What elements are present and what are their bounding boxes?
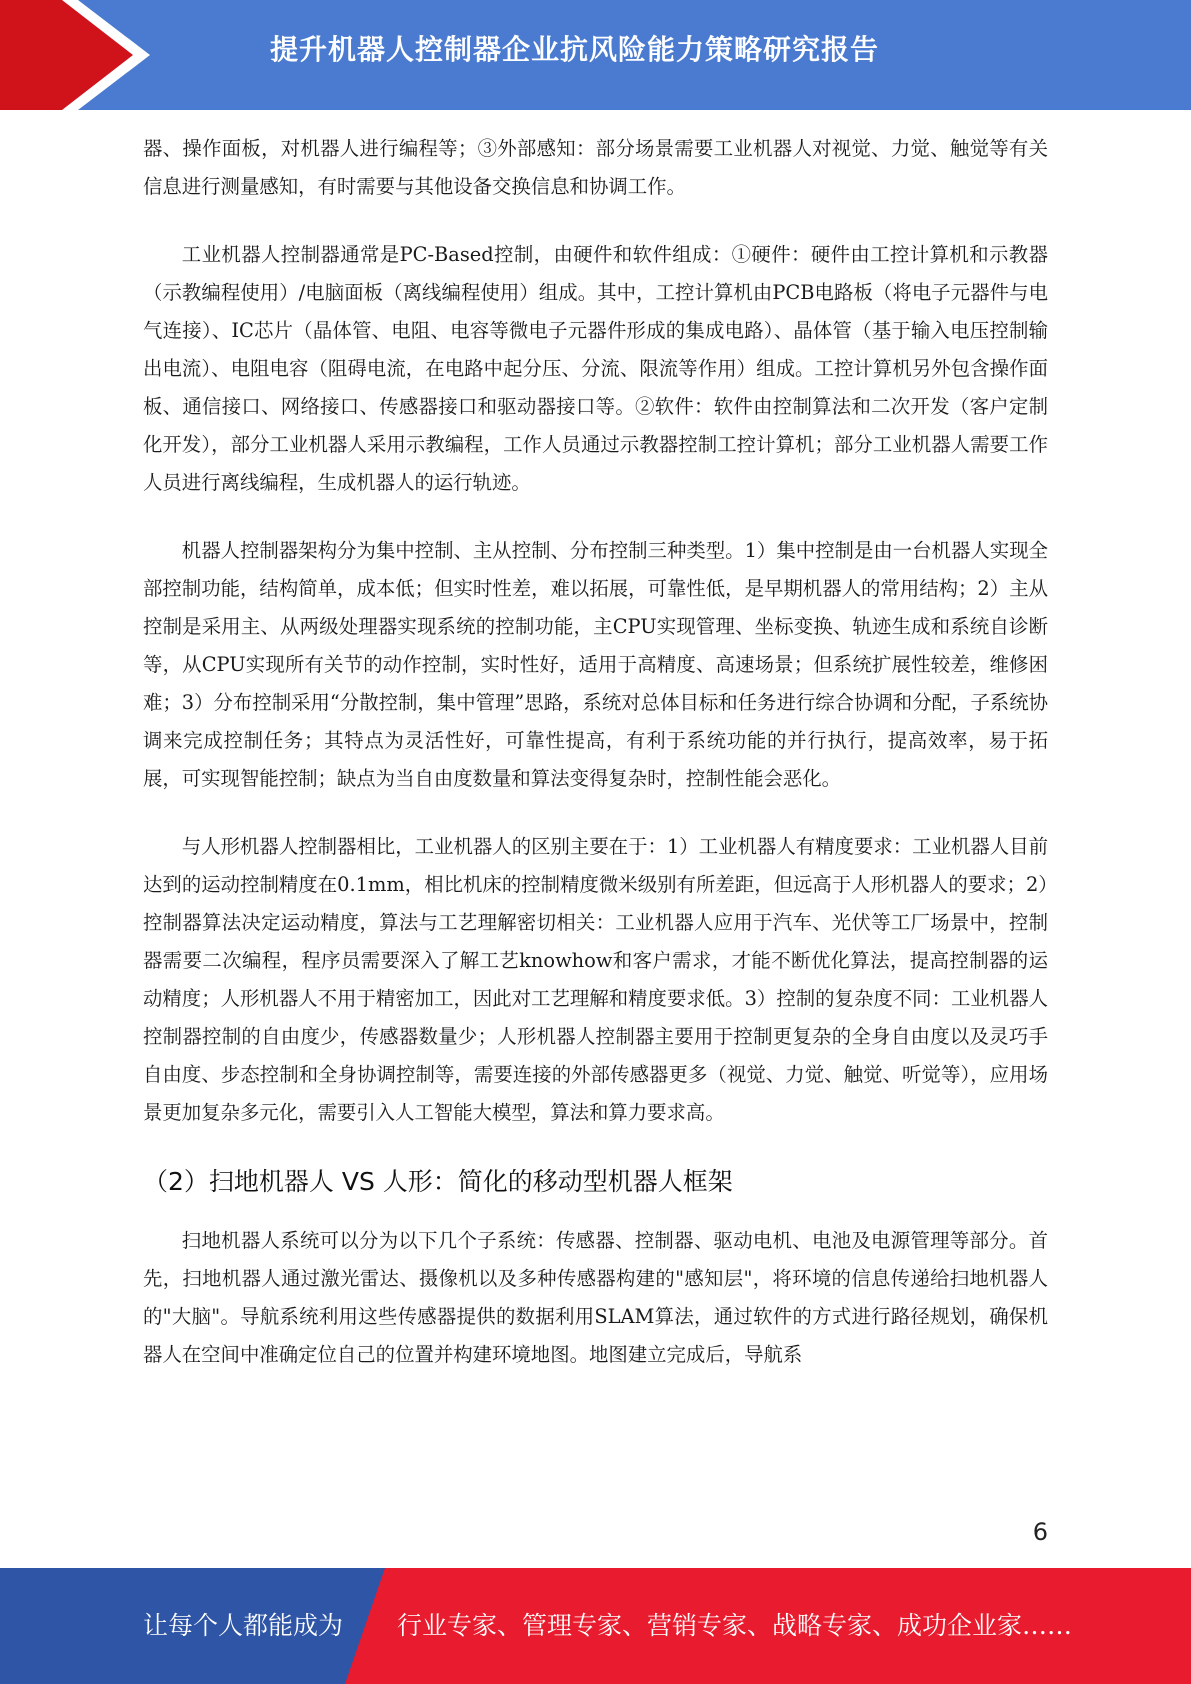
document-body xyxy=(143,130,1048,1404)
footer-slogan-left: 让每个人都能成为 xyxy=(143,1611,344,1640)
body-paragraph: 扫地机器人系统可以分为以下几个子系统：传感器、控制器、驱动电机、电池及电源管理等部分。首先，扫地机器人通过激光雷达、摄像机以及多种传感器构建的"感知层"，将环境的信息传递给扫地机器人的"大脑"。导航系统利用这些传感器提供的数据利用SLAM算法，通过软件的方式进行路径规划，确保机器人在空间中准确定位自己的位置并构建环境地图。地图建立完成后，导航系 xyxy=(143,1229,1048,1366)
body-paragraph: 与人形机器人控制器相比，工业机器人的区别主要在于：1）工业机器人有精度要求：工业机器人目前达到的运动控制精度在0.1mm，相比机床的控制精度微米级别有所差距，但远高于人形机器人的要求；2）控制器算法决定运动精度，算法与工艺理解密切相关：工业机器人应用于汽车、光伏等工厂场景中，控制器需要二次编程，程序员需要深入了解工艺knowhow和客户需求，才能不断优化算法，提高控制器的运动精度；人形机器人不用于精密加工，因此对工艺理解和精度要求低。3）控制的复杂度不同：工业机器人控制器控制的自由度少，传感器数量少；人形机器人控制器主要用于控制更复杂的全身自由度以及灵巧手自由度、步态控制和全身协调控制等，需要连接的外部传感器更多（视觉、力觉、触觉、听觉等），应用场景更加复杂多元化，需要引入人工智能大模型，算法和算力要求高。 xyxy=(143,835,1048,1124)
page-header xyxy=(0,0,1191,110)
body-paragraph: 器、操作面板，对机器人进行编程等；③外部感知：部分场景需要工业机器人对视觉、力觉、触觉等有关信息进行测量感知，有时需要与其他设备交换信息和协调工作。 xyxy=(143,137,1048,198)
section-heading: （2）扫地机器人 VS 人形：简化的移动型机器人框架 xyxy=(143,1167,733,1196)
page-number: 6 xyxy=(1032,1518,1048,1546)
body-paragraph: 工业机器人控制器通常是PC-Based控制，由硬件和软件组成：①硬件：硬件由工控计算机和示教器（示教编程使用）/电脑面板（离线编程使用）组成。其中，工控计算机由PCB电路板（将电子元器件与电气连接）、IC芯片（晶体管、电阻、电容等微电子元器件形成的集成电路）、晶体管（基于输入电压控制输出电流）、电阻电容（阻碍电流，在电路中起分压、分流、限流等作用）组成。工控计算机另外包含操作面板、通信接口、网络接口、传感器接口和驱动器接口等。②软件：软件由控制算法和二次开发（客户定制化开发），部分工业机器人采用示教编程，工作人员通过示教器控制工控计算机；部分工业机器人需要工作人员进行离线编程，生成机器人的运行轨迹。 xyxy=(143,243,1048,494)
page-footer xyxy=(0,1568,1191,1684)
header-title: 提升机器人控制器企业抗风险能力策略研究报告 xyxy=(270,33,880,66)
body-paragraph: 机器人控制器架构分为集中控制、主从控制、分布控制三种类型。1）集中控制是由一台机器人实现全部控制功能，结构简单，成本低；但实时性差，难以拓展，可靠性低，是早期机器人的常用结构；2）主从控制是采用主、从两级处理器实现系统的控制功能，主CPU实现管理、坐标变换、轨迹生成和系统自诊断等，从CPU实现所有关节的动作控制，实时性好，适用于高精度、高速场景；但系统扩展性较差，维修困难；3）分布控制采用“分散控制，集中管理”思路，系统对总体目标和任务进行综合协调和分配，子系统协调来完成控制任务；其特点为灵活性好，可靠性提高，有利于系统功能的并行执行，提高效率，易于拓展，可实现智能控制；缺点为当自由度数量和算法变得复杂时，控制性能会恶化。 xyxy=(143,539,1048,790)
footer-slogan-right: 行业专家、管理专家、营销专家、战略专家、成功企业家…… xyxy=(397,1611,1073,1640)
